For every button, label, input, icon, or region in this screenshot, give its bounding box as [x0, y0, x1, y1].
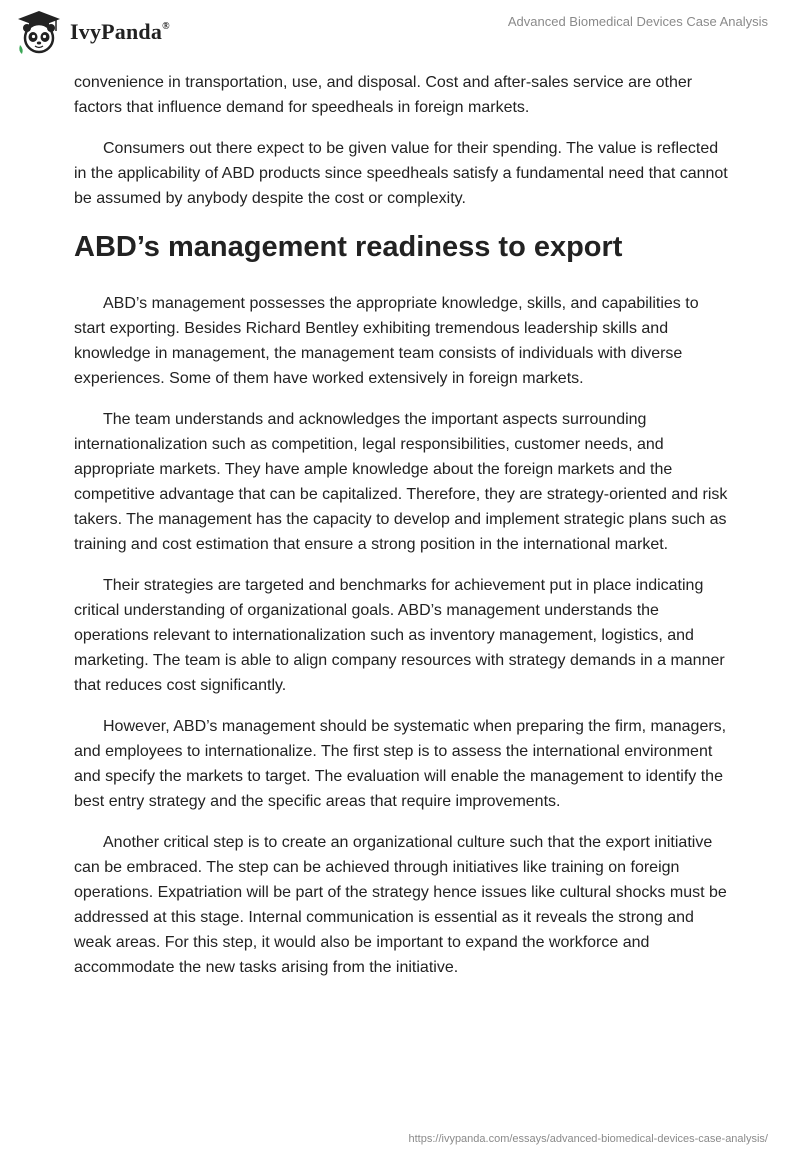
page-header — [0, 0, 800, 70]
ivypanda-logo[interactable] — [14, 6, 214, 58]
paragraph: ABD’s management possesses the appropriate knowledge, skills, and capabilities to start exporting. Besides Richard Bentley exhibiting tremendous leadership skills and knowledge in management, the management team consists of individuals with diverse experiences. Some of them have worked extensively in foreign markets. — [74, 295, 699, 387]
essay-body — [74, 70, 729, 996]
section-heading: ABD’s management readiness to export — [74, 231, 623, 263]
registered-mark: ® — [162, 20, 170, 32]
paragraph-continued: convenience in transportation, use, and disposal. Cost and after-sales service are other factors that influence demand for speedheals in foreign markets. — [74, 74, 693, 116]
paragraph: However, ABD’s management should be systematic when preparing the firm, managers, and employees to internationalize. The first step is to assess the international environment and specify the markets to target. The evaluation will enable the management to identify the best entry strategy and the specific areas that require improvements. — [74, 718, 727, 810]
paragraph: The team understands and acknowledges the important aspects surrounding internationalization such as competition, legal responsibilities, customer needs, and appropriate markets. They have ample knowledge about the foreign markets and the competitive advantage that can be capitalized. Therefore, they are strategy-oriented and risk takers. The management has the capacity to develop and implement strategic plans such as training and cost estimation that ensure a strong position in the international market. — [74, 411, 728, 553]
paragraph: Another critical step is to create an organizational culture such that the export initiative can be embraced. The step can be achieved through initiatives like training on foreign operations. Expatriation will be part of the strategy hence issues like cultural shocks must be addressed at this stage. Internal communication is essential as it reveals the strong and weak areas. For this step, it would also be important to expand the workforce and accommodate the new tasks arising from the initiative. — [74, 834, 727, 976]
brand-name — [70, 19, 170, 45]
paragraph: Their strategies are targeted and benchmarks for achievement put in place indicating critical understanding of organizational goals. ABD’s management understands the operations relevant to internationalization such as inventory management, logistics, and marketing. The team is able to align company resources with strategy demands in a manner that reduces cost significantly. — [74, 577, 725, 694]
document-title: Advanced Biomedical Devices Case Analysis — [507, 14, 768, 29]
brand-text: IvyPanda — [70, 19, 163, 44]
source-url[interactable]: https://ivypanda.com/essays/advanced-biomedical-devices-case-analysis/ — [408, 1133, 768, 1145]
panda-graduate-logo-icon — [14, 9, 64, 55]
paragraph: Consumers out there expect to be given value for their spending. The value is reflected in the applicability of ABD products since speedheals satisfy a fundamental need that cannot be assumed by anybody despite the cost or complexity. — [74, 140, 728, 207]
